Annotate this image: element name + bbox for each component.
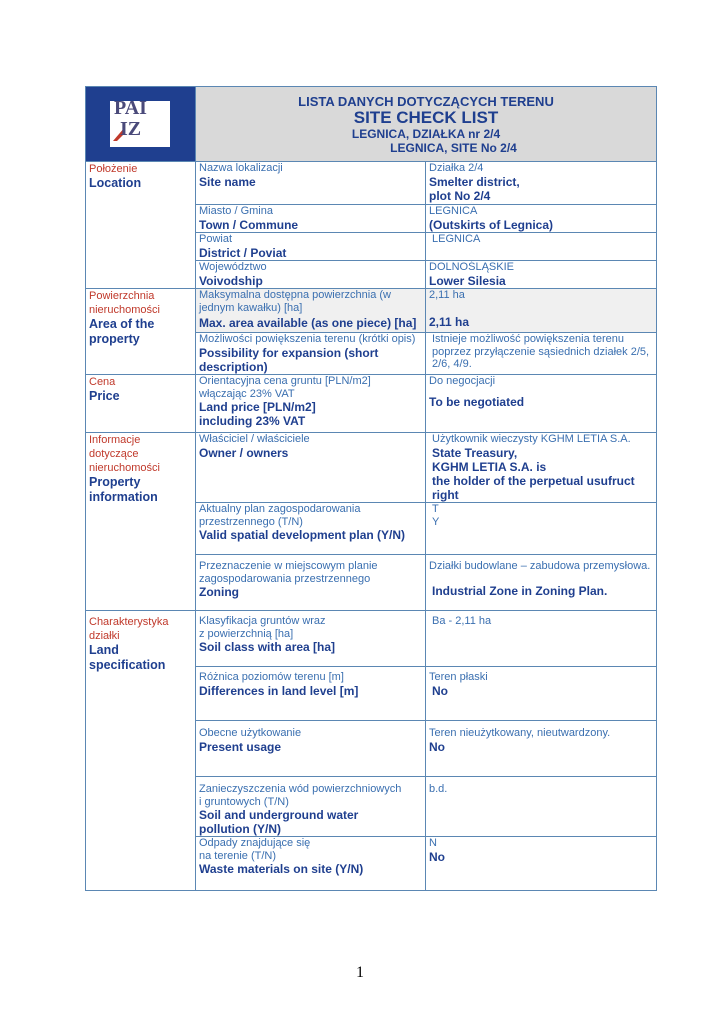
value-en: (Outskirts of Legnica)	[429, 217, 554, 232]
section-label-en: specification	[89, 658, 166, 672]
title-polish: LISTA DANYCH DOTYCZĄCYCH TERENU	[298, 94, 554, 109]
value-en: To be negotiated	[429, 394, 525, 409]
field-label-pl: Województwo	[199, 261, 267, 273]
value-pl: Istnieje możliwość powiększenia terenu	[432, 333, 624, 345]
table-row	[86, 611, 657, 667]
field-label-en: Max. area available (as one piece) [ha]	[199, 316, 417, 330]
subtitle-polish: LEGNICA, DZIAŁKA nr 2/4	[351, 127, 501, 141]
field-label-pl: Odpady znajdujące się	[199, 837, 311, 849]
field-label-pl: Różnica poziomów terenu [m]	[199, 671, 344, 683]
value-town	[426, 205, 657, 233]
value-pl: 2/6, 4/9.	[432, 358, 472, 370]
field-land-price	[196, 375, 426, 433]
section-label-pl: Cena	[89, 376, 116, 388]
value-en: Smelter district,	[429, 174, 520, 189]
field-label-pl: przestrzennego (T/N)	[199, 515, 303, 528]
section-label-pl: nieruchomości	[89, 462, 160, 474]
field-label-en: Owner / owners	[199, 445, 289, 460]
value-land-level	[426, 667, 657, 721]
value-en: KGHM LETIA S.A. is	[432, 459, 547, 474]
field-label-pl: Maksymalna dostępna powierzchnia (w	[199, 289, 391, 301]
field-label-en: Possibility for expansion (short	[199, 345, 379, 360]
field-label-en: Valid spatial development plan (Y/N)	[199, 528, 406, 542]
field-label-en: pollution (Y/N)	[199, 822, 281, 836]
field-label-pl: na terenie (T/N)	[199, 849, 277, 862]
value-pl: b.d.	[429, 783, 448, 795]
field-label-en: Voivodship	[199, 273, 263, 288]
value-pl: N	[429, 837, 437, 849]
field-soil-class	[196, 611, 426, 667]
field-label-pl: Klasyfikacja gruntów wraz	[199, 615, 326, 627]
table-row	[86, 289, 657, 333]
field-land-level	[196, 667, 426, 721]
section-label-en: Property	[89, 475, 141, 489]
value-present-usage	[426, 721, 657, 777]
section-label-pl: Położenie	[89, 163, 138, 175]
field-label-pl: z powierzchnią [ha]	[199, 627, 294, 640]
field-label-pl: Zanieczyszczenia wód powierzchniowych	[199, 783, 402, 795]
subtitle-english: LEGNICA, SITE No 2/4	[390, 141, 517, 155]
value-zoning	[426, 555, 657, 611]
value-soil-class	[426, 611, 657, 667]
field-label-en: Site name	[199, 174, 256, 189]
section-label-pl: nieruchomości	[89, 304, 160, 316]
value-en: No	[429, 739, 445, 754]
section-label-en: Land	[89, 643, 119, 657]
field-label-pl: Aktualny plan zagospodarowania	[199, 503, 361, 515]
section-label-pl: Powierzchnia	[89, 290, 155, 302]
paiz-logo	[110, 97, 170, 147]
value-pl: Działki budowlane – zabudowa przemysłowa.	[429, 560, 651, 572]
field-label-en: Land price [PLN/m2]	[199, 400, 316, 414]
field-max-area	[196, 289, 426, 333]
field-label-pl: Możliwości powiększenia terenu (krótki opis)	[199, 333, 416, 345]
section-label-pl: działki	[89, 630, 120, 642]
field-label-en: Town / Commune	[199, 217, 299, 232]
section-label-en: information	[89, 490, 158, 504]
field-spatial-plan	[196, 503, 426, 555]
section-label-en: Location	[89, 176, 142, 190]
section-label-en: Price	[89, 389, 120, 403]
field-district	[196, 233, 426, 261]
field-voivodship	[196, 261, 426, 289]
value-pl: Teren płaski	[429, 671, 488, 683]
field-zoning	[196, 555, 426, 611]
page-number: 1	[356, 964, 364, 981]
section-label-en: property	[89, 332, 140, 346]
field-label-pl: Obecne użytkowanie	[199, 727, 302, 739]
value-en: right	[432, 487, 459, 502]
table-row	[86, 375, 657, 433]
field-label-en: Zoning	[199, 585, 239, 599]
field-label-pl: Nazwa lokalizacji	[199, 162, 283, 174]
field-label-en: District / Poviat	[199, 245, 287, 260]
value-pl: T	[432, 503, 439, 515]
title-english: SITE CHECK LIST	[353, 108, 499, 127]
field-label-pl: zagospodarowania przestrzennego	[199, 572, 371, 585]
field-label-pl: Orientacyjna cena gruntu [PLN/m2]	[199, 375, 371, 387]
value-en: 2,11 ha	[429, 314, 470, 329]
section-location	[86, 162, 196, 289]
section-land-specification	[86, 611, 196, 891]
value-pl: poprzez przyłączenie sąsiednich działek 2/5,	[432, 345, 650, 358]
section-area	[86, 289, 196, 375]
field-label-en: including 23% VAT	[199, 414, 306, 428]
field-owner	[196, 433, 426, 503]
field-waste	[196, 837, 426, 891]
section-label-pl: Charakterystyka	[89, 616, 169, 628]
value-pl: LEGNICA	[429, 205, 478, 217]
value-waste	[426, 837, 657, 891]
value-site-name	[426, 162, 657, 205]
section-label-pl: dotyczące	[89, 448, 139, 460]
header-title-cell	[196, 87, 657, 162]
table-row	[86, 433, 657, 503]
value-en: State Treasury,	[432, 445, 518, 460]
field-label-en: Soil class with area [ha]	[199, 640, 336, 654]
site-check-list-table	[85, 86, 657, 891]
value-district	[426, 233, 657, 261]
value-en: plot No 2/4	[429, 188, 491, 203]
field-label-en: Waste materials on site (Y/N)	[199, 862, 364, 876]
value-en: No	[432, 683, 448, 698]
field-label-en: Present usage	[199, 739, 282, 754]
section-label-en: Area of the	[89, 317, 155, 331]
value-expansion	[426, 333, 657, 375]
value-pl: Do negocjacji	[429, 375, 496, 387]
value-land-price	[426, 375, 657, 433]
value-spatial-plan	[426, 503, 657, 555]
section-price	[86, 375, 196, 433]
value-pl: Działka 2/4	[429, 162, 484, 174]
field-label-pl: Przeznaczenie w miejscowym planie	[199, 560, 378, 572]
field-label-en: Soil and underground water	[199, 808, 359, 822]
logo-text-top: PAI	[114, 97, 147, 119]
field-town	[196, 205, 426, 233]
field-expansion	[196, 333, 426, 375]
field-label-pl: Właściciel / właściciele	[199, 433, 310, 445]
field-label-en: Differences in land level [m]	[199, 683, 359, 698]
logo-text-bottom: IZ	[120, 118, 142, 140]
value-max-area	[426, 289, 657, 333]
field-site-name	[196, 162, 426, 205]
value-pl: Teren nieużytkowany, nieutwardzony.	[429, 727, 611, 739]
field-label-pl: jednym kawałku) [ha]	[199, 301, 303, 314]
section-label-pl: Informacje	[89, 434, 141, 446]
value-pl: LEGNICA	[432, 233, 481, 245]
section-property-information	[86, 433, 196, 611]
value-pl: 2,11 ha	[429, 289, 465, 301]
field-label-pl: i gruntowych (T/N)	[199, 795, 289, 808]
field-label-en: description)	[199, 359, 268, 374]
value-owner	[426, 433, 657, 503]
value-en: No	[429, 849, 445, 864]
value-voivodship	[426, 261, 657, 289]
table-row	[86, 162, 657, 205]
value-pl: Ba - 2,11 ha	[432, 615, 492, 627]
value-en: Industrial Zone in Zoning Plan.	[432, 583, 608, 598]
field-label-pl: Miasto / Gmina	[199, 205, 273, 217]
header-row	[86, 87, 657, 162]
value-pl: Użytkownik wieczysty KGHM LETIA S.A.	[432, 433, 631, 445]
field-present-usage	[196, 721, 426, 777]
field-label-pl: Powiat	[199, 233, 233, 245]
value-en: Y	[432, 515, 440, 528]
value-en: the holder of the perpetual usufruct	[432, 473, 635, 488]
field-pollution	[196, 777, 426, 837]
value-pollution	[426, 777, 657, 837]
field-label-pl: włączając 23% VAT	[199, 387, 295, 400]
logo-cell	[86, 87, 196, 162]
value-pl: DOLNOŚLĄSKIE	[429, 261, 514, 273]
value-en: Lower Silesia	[429, 273, 506, 288]
